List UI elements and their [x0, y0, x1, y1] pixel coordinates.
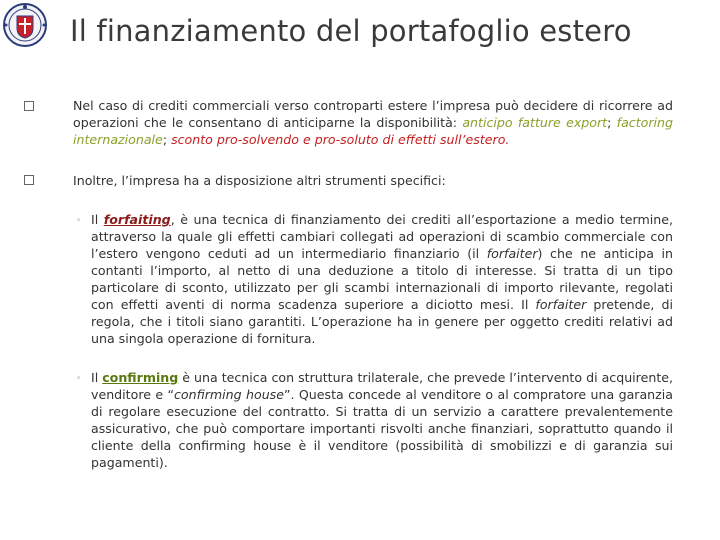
lead-text: Il: [91, 370, 103, 385]
bullet-paragraph-1: [73, 97, 673, 148]
university-seal-icon: [0, 2, 50, 48]
separator: ;: [607, 115, 617, 130]
page-title: Il finanziamento del portafoglio estero: [70, 14, 632, 48]
body-text: ) che ne anticipa in contanti l’importo, al netto di una deduzione a titolo di interesse. Si tratta di un tipo particolare di sconto, utilizzato per gli scambi internazionali di importo rilevante, regolati con effetti aventi di norma scadenza superiore a diciotto mesi. Il: [91, 246, 673, 312]
sub-paragraph-confirming: [91, 369, 673, 471]
sub-bullet-dot-icon: ◦: [76, 216, 82, 226]
square-bullet-icon: [24, 175, 38, 189]
body-text: è una tecnica con struttura trilaterale, che prevede l’intervento di acquirente, venditore e “: [91, 370, 674, 402]
highlight-factoring: factoring internazionale: [73, 115, 674, 147]
separator: ;: [162, 132, 172, 147]
italic-term: confirming house: [173, 387, 284, 402]
highlight-sconto: sconto pro-solvendo e pro-soluto di effetti sull’estero: [171, 132, 506, 147]
sub-paragraph-forfaiting: [91, 211, 673, 347]
body-text: ”. Questa concede al venditore o al compratore una garanzia di regolare esecuzione del contratto. Si tratta di un servizio a carattere prevalentemente assicurativo, che può comportare importanti risvolti anche finanziari, soprattutto quando il cliente della confirming house è il venditore (possibilità di smobilizzi e di garanzia sui pagamenti).: [91, 387, 673, 470]
sub-bullet-dot-icon: ◦: [76, 374, 82, 384]
bullet-paragraph-2: Inoltre, l’impresa ha a disposizione altri strumenti specifici:: [73, 173, 446, 188]
term-confirming: confirming: [102, 370, 179, 385]
italic-term: forfaiter: [486, 246, 538, 261]
body-text: pretende, di regola, che i titoli siano garantiti. L’operazione ha in genere per oggetto crediti relativi ad una singola operazione di fornitura.: [91, 297, 673, 346]
lead-text: Il: [91, 212, 104, 227]
square-bullet-icon: [24, 101, 38, 115]
paragraph-text: Nel caso di crediti commerciali verso controparti estere l’impresa può decidere di ricorrere ad operazioni che le consentano di anticiparne la disponibilità:: [73, 98, 673, 130]
paragraph-end: .: [505, 132, 510, 147]
highlight-anticipo: anticipo fatture export: [462, 115, 608, 130]
body-text: , è una tecnica di finanziamento dei crediti all’esportazione a medio termine, attraverso la quale gli effetti cambiari collegati ad operazioni di scambio commerciale con l’estero vengono ceduti ad un intermediario finanziario (il: [91, 212, 673, 261]
italic-term: forfaiter: [535, 297, 587, 312]
term-forfaiting: forfaiting: [103, 212, 171, 227]
